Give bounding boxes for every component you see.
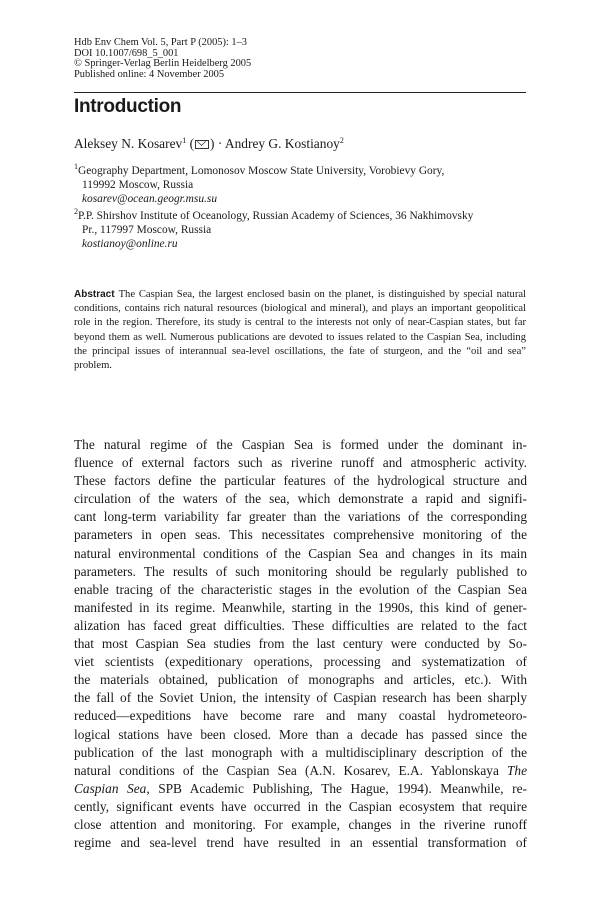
- header-rule: [74, 92, 526, 93]
- body-line: cently, significant events have occurred in the Caspian ecosystem that require: [74, 798, 527, 814]
- body-line: reduced—expeditions have become rare and many coastal hydrometeoro-: [74, 708, 527, 724]
- body-line: circulation of the waters of the sea, which demonstrate a rapid and signifi-: [74, 491, 527, 507]
- doi-line: DOI 10.1007/698_5_001: [74, 47, 179, 59]
- affiliation-1-line1: Geography Department, Lomonosov Moscow State University, Vorobievy Gory,: [78, 165, 445, 177]
- body-line: manifested in its regime. Meanwhile, starting in the 1990s, this kind of gener-: [74, 599, 527, 615]
- affiliation-2-num: 2: [74, 207, 78, 216]
- affiliation-2-line1: P.P. Shirshov Institute of Oceanology, Russian Academy of Sciences, 36 Nakhimovsky: [78, 210, 474, 222]
- body-line: enable tracing of the characteristic stages in the evolution of the Caspian Sea: [74, 581, 527, 597]
- book-title-part-1: The: [506, 762, 527, 778]
- affiliation-1-email[interactable]: kosarev@ocean.geogr.msu.su: [82, 193, 218, 206]
- author-1-affil-num: 1: [182, 136, 187, 145]
- body-line: parameters. The results of such monitoring should be regularly published to: [74, 563, 527, 579]
- body-line: cant long-term variability far greater than the variations of the corresponding: [74, 509, 527, 525]
- body-line: alization has faced great difficulties. These difficulties are related to the fact: [74, 617, 527, 633]
- body-line: fluence of external factors such as riverine runoff and atmospheric activity.: [74, 455, 527, 471]
- body-line: These factors define the particular features of the hydrological structure and: [74, 473, 527, 489]
- abstract: [74, 288, 526, 373]
- body-line-with-title: [74, 780, 527, 798]
- journal-line: Hdb Env Chem Vol. 5, Part P (2005): 1–3: [74, 37, 247, 48]
- affiliation-2: [74, 209, 473, 252]
- body-line: The natural regime of the Caspian Sea is formed under the dominant in-: [74, 437, 527, 452]
- affiliation-1-num: 1: [74, 162, 78, 171]
- body-line: the fall of the Soviet Union, the intensity of Caspian research has been sharply: [74, 690, 527, 706]
- body-line: close attention and monitoring. For example, changes in the riverine runoff: [74, 816, 527, 832]
- body-line-20-text: SPB Academic Publishing, The Hague, 1994). Meanwhile, re-: [149, 780, 527, 796]
- abstract-label: Abstract: [74, 289, 115, 300]
- abstract-text: The Caspian Sea, the largest enclosed basin on the planet, is distinguished by special natural conditions, contains rich natural resources (biological and mineral), and plays an important geopolitical role in the region. Therefore, its study is central to the interests not only of near-Caspian states, but far beyond them as well. Numerous publications are devoted to issues related to the Caspian Sea, including the principal issues of interannual sea-level oscillations, the fate of sturgeon, and the “oil and sea” problem.: [74, 289, 526, 372]
- published-line: Published online: 4 November 2005: [74, 68, 225, 80]
- author-separator: ·: [217, 136, 223, 151]
- author-2-affil-num: 2: [339, 136, 344, 145]
- page-header: [74, 38, 526, 80]
- body-line: parameters in open seas. This necessitates comprehensive monitoring of the: [74, 527, 527, 543]
- body-line-with-title: [74, 762, 527, 780]
- body-line: publication of the last monograph with a multidisciplinary description of the: [74, 744, 527, 760]
- body-line: regime and sea-level trend have resulted in an essential transformation of: [74, 835, 527, 851]
- author-line: Aleksey N. Kosarev$^1$ ( ) · Andrey G. Kostianoy$^2$: [74, 136, 344, 151]
- body-line: the materials obtained, publication of monographs and articles, etc.). With: [74, 672, 527, 688]
- body-paragraph: [74, 436, 527, 852]
- envelope-icon: [195, 140, 209, 149]
- body-line: logical stations have been closed. More than a decade has passed since the: [74, 726, 527, 742]
- body-line-19-text: natural conditions of the Caspian Sea (A.N. Kosarev, E.A. Yablonskaya: [74, 762, 507, 778]
- page-title: Introduction: [74, 96, 182, 117]
- author-1: Aleksey N. Kosarev: [74, 136, 183, 151]
- affiliation-2-line2: Pr., 117997 Moscow, Russia: [82, 224, 212, 237]
- body-line: viet scientists (expeditionary operations, processing and systematization of: [74, 654, 527, 670]
- affiliation-1: [74, 164, 444, 207]
- affiliation-1-line2: 119992 Moscow, Russia: [82, 179, 194, 192]
- body-line: that most Caspian Sea studies from the last century were conducted by So-: [74, 636, 527, 652]
- body-line: natural environmental conditions of the Caspian Sea and changes in its main: [74, 545, 527, 561]
- book-title-part-2: Caspian Sea,: [74, 780, 150, 796]
- author-2: Andrey G. Kostianoy: [224, 136, 340, 151]
- copyright-line: © Springer-Verlag Berlin Heidelberg 2005: [74, 58, 252, 70]
- affiliation-2-email[interactable]: kostianoy@online.ru: [82, 238, 178, 251]
